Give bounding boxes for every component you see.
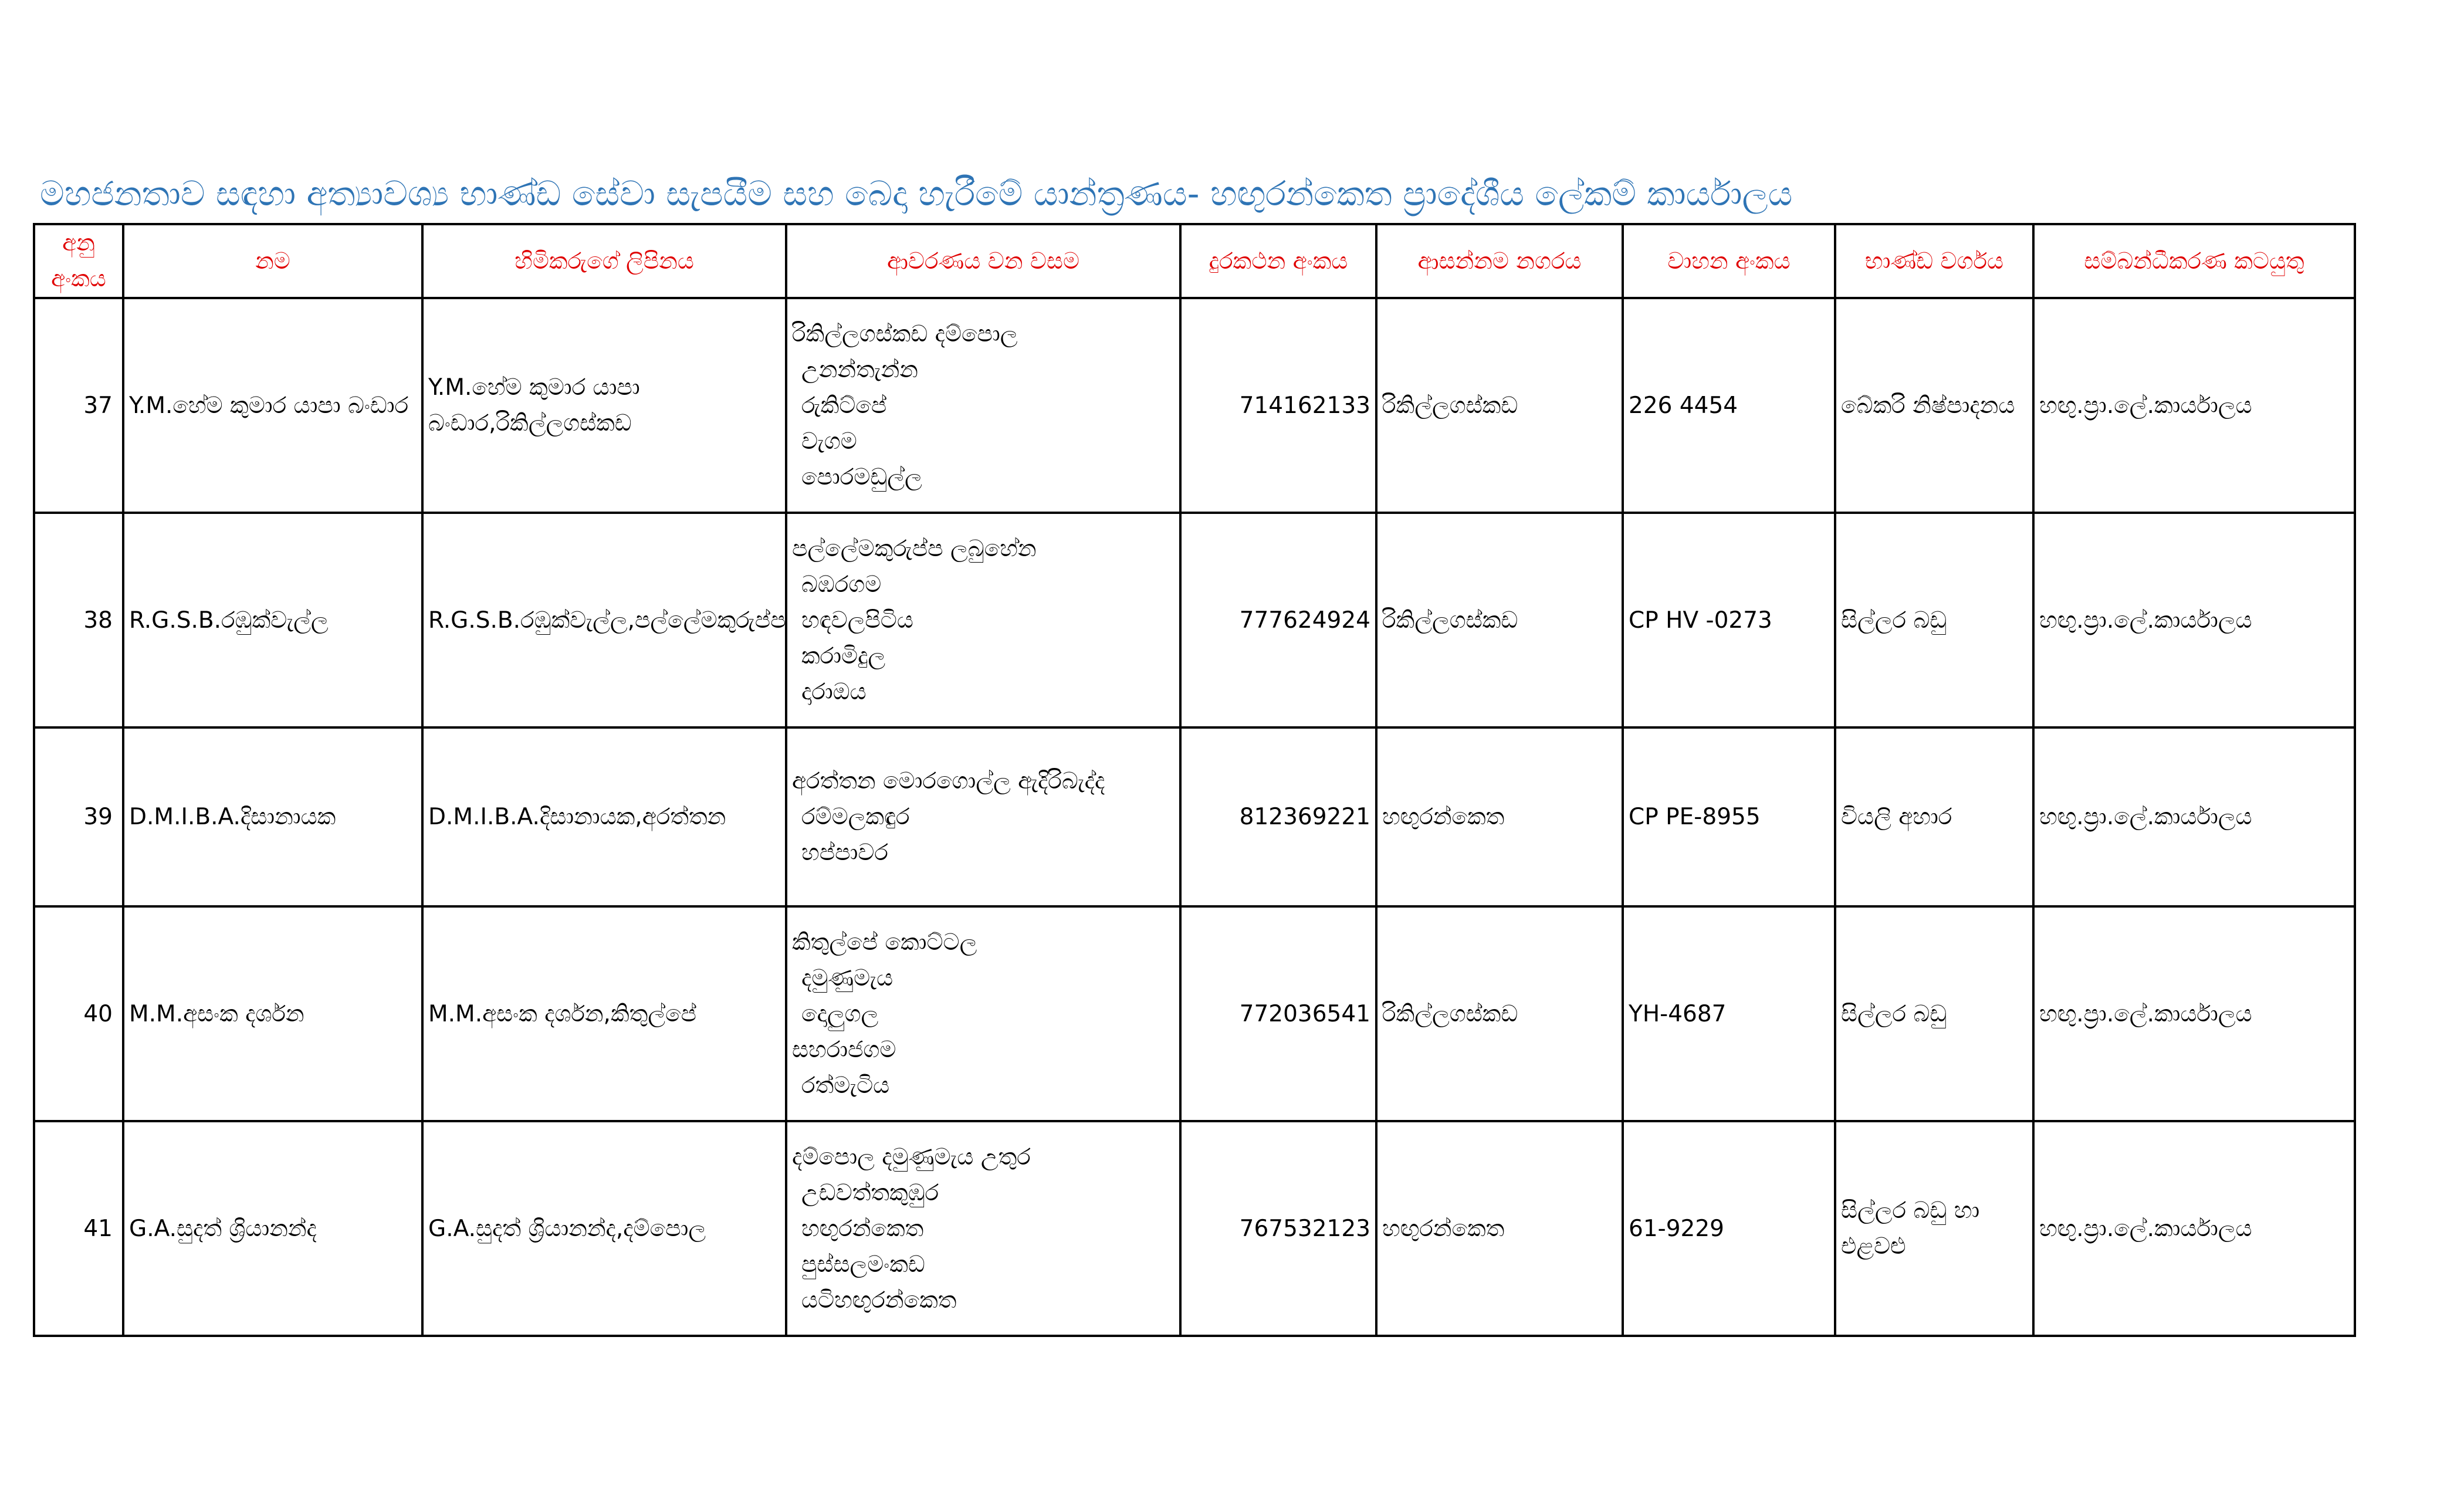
cell-vehicle: CP PE-8955 (1623, 727, 1835, 906)
header-coordination: සම්බන්ධීකරණ කටයුතු (2033, 224, 2355, 298)
header-goods-type: භාණ්ඩ වර්ගය (1835, 224, 2033, 298)
header-name: නම (123, 224, 422, 298)
header-phone: දුරකථන අංකය (1180, 224, 1376, 298)
coverage-area: රම්මලකඳුර (801, 804, 910, 830)
cell-goods-type: සිල්ලර බඩු හා එළවළු (1835, 1121, 2033, 1336)
cell-vehicle: CP HV -0273 (1623, 513, 1835, 727)
cell-coverage (786, 298, 1180, 513)
cell-nearest-town: හඟුරන්කෙත (1376, 1121, 1623, 1336)
table-row (34, 513, 2355, 727)
page-title: මහජනතාව සඳහා අත්‍යාවශ්‍ය භාණ්ඩ සේවා සැපයීම සහ බෙදා හැරීමේ යාන්ත්‍රණය- හඟුරන්කෙත ප්‍රාදේශීය ලේකම් කාර්යාලය (40, 174, 1793, 214)
coverage-area: රත්මැටිය (801, 1072, 890, 1099)
header-number: අනු අංකය (34, 224, 123, 298)
coverage-area: යටිහඟුරන්කෙත (801, 1287, 957, 1314)
cell-nearest-town: හඟුරන්කෙත (1376, 727, 1623, 906)
header-nearest-town: ආසන්නම නගරය (1376, 224, 1623, 298)
coverage-area: පුස්සලමංකඩ (801, 1251, 925, 1278)
cell-coverage (786, 1121, 1180, 1336)
coverage-area: අරත්තන මොරගොල්ල ඇදිරිබැද්ද (792, 768, 1105, 794)
cell-coordination: හඟු.ප්‍රා.ලේ.කාර්යාලය (2033, 513, 2355, 727)
cell-coordination: හඟු.ප්‍රා.ලේ.කාර්යාලය (2033, 1121, 2355, 1336)
cell-phone: 772036541 (1180, 906, 1376, 1121)
header-vehicle: වාහන අංකය (1623, 224, 1835, 298)
coverage-area: හඳවලපිටිය (801, 607, 913, 634)
coverage-area: හප්පාවර (801, 840, 888, 866)
coverage-area: රිකිල්ලගස්කඩ දම්පොල (792, 320, 1018, 347)
cell-phone: 777624924 (1180, 513, 1376, 727)
cell-coverage (786, 727, 1180, 906)
table-row (34, 906, 2355, 1121)
coverage-area: උනන්තැන්න (801, 356, 918, 383)
cell-nearest-town: රිකිල්ලගස්කඩ (1376, 513, 1623, 727)
coverage-area: සහරාජගම (792, 1036, 896, 1063)
coverage-area: දාරාඔය (801, 678, 867, 705)
cell-vehicle: 226 4454 (1623, 298, 1835, 513)
cell-coordination: හඟු.ප්‍රා.ලේ.කාර්යාලය (2033, 727, 2355, 906)
cell-name: G.A.සුදත් ශ්‍රියානන්ද (123, 1121, 422, 1336)
cell-number: 37 (34, 298, 123, 513)
coverage-area: පොරමඩුල්ල (801, 463, 922, 490)
table-row (34, 298, 2355, 513)
cell-number: 40 (34, 906, 123, 1121)
cell-phone: 714162133 (1180, 298, 1376, 513)
coverage-area: කිතුල්පේ කොට්ටල (792, 929, 977, 956)
cell-coverage (786, 906, 1180, 1121)
cell-vehicle: 61-9229 (1623, 1121, 1835, 1336)
cell-name: R.G.S.B.රඹුක්වැල්ල (123, 513, 422, 727)
coverage-area: වැගම (801, 428, 857, 455)
header-row (34, 224, 2355, 298)
header-coverage: ආවරණය වන වසම (786, 224, 1180, 298)
coverage-area: බඹරගම (801, 571, 882, 598)
cell-number: 39 (34, 727, 123, 906)
coverage-area: රුකිට්පේ (801, 392, 887, 419)
cell-goods-type: සිල්ලර බඩු (1835, 906, 2033, 1121)
coverage-area: කරාමිදුල (801, 642, 886, 669)
cell-owner-address: R.G.S.B.රඹුක්වැල්ල,පල්ලේමකුරුප්ප (422, 513, 786, 727)
cell-owner-address: G.A.සුදත් ශ්‍රියානන්ද,දම්පොල (422, 1121, 786, 1336)
cell-owner-address: Y.M.හේම කුමාර යාපා බංඩාර,රිකිල්ලගස්කඩ (422, 298, 786, 513)
cell-coverage (786, 513, 1180, 727)
table-row (34, 727, 2355, 906)
table-row (34, 1121, 2355, 1336)
cell-goods-type: බේකරි නිෂ්පාදනය (1835, 298, 2033, 513)
coverage-area: හඟුරන්කෙත (801, 1215, 924, 1242)
cell-name: M.M.අසංක දර්ශන (123, 906, 422, 1121)
coverage-area: දමුණුමැය (801, 964, 893, 991)
coverage-area: දම්පොල දමුණුමැය උතුර (792, 1143, 1031, 1170)
cell-coordination: හඟු.ප්‍රා.ලේ.කාර්යාලය (2033, 298, 2355, 513)
cell-name: Y.M.හේම කුමාර යාපා බංඩාර (123, 298, 422, 513)
distributor-table (33, 223, 2356, 1337)
cell-owner-address: M.M.අසංක දර්ශන,කිතුල්පේ (422, 906, 786, 1121)
header-owner-address: හිමිකරුගේ ලිපිනය (422, 224, 786, 298)
cell-nearest-town: රිකිල්ලගස්කඩ (1376, 906, 1623, 1121)
cell-nearest-town: රිකිල්ලගස්කඩ (1376, 298, 1623, 513)
coverage-area: දොලුගල (801, 1000, 879, 1027)
cell-phone: 812369221 (1180, 727, 1376, 906)
cell-number: 38 (34, 513, 123, 727)
cell-name: D.M.I.B.A.දිසානායක (123, 727, 422, 906)
coverage-area: උඩවත්තකුඹුර (801, 1179, 939, 1206)
cell-owner-address: D.M.I.B.A.දිසානායක,අරත්තන (422, 727, 786, 906)
cell-number: 41 (34, 1121, 123, 1336)
cell-phone: 767532123 (1180, 1121, 1376, 1336)
cell-vehicle: YH-4687 (1623, 906, 1835, 1121)
cell-goods-type: සිල්ලර බඩු (1835, 513, 2033, 727)
coverage-area: පල්ලේමකුරුප්ප ලබුහේන (792, 535, 1037, 562)
cell-coordination: හඟු.ප්‍රා.ලේ.කාර්යාලය (2033, 906, 2355, 1121)
cell-goods-type: වියලි අහාර (1835, 727, 2033, 906)
